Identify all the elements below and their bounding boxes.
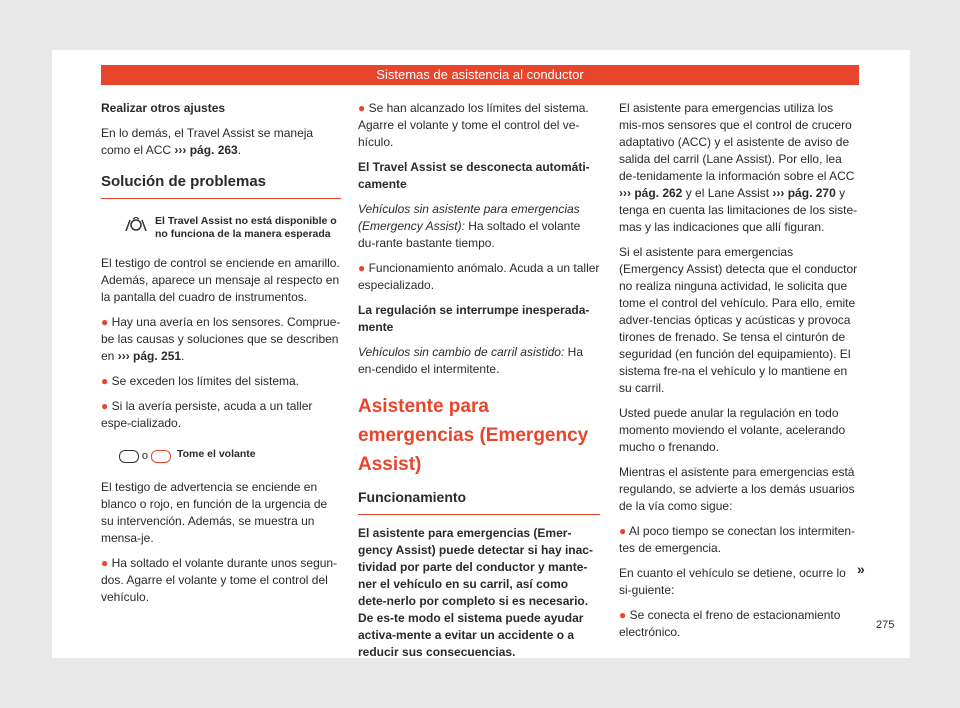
bullet-item: ● Si la avería persiste, acuda a un taller espe-cializado.: [101, 399, 313, 430]
subheading: La regulación se interrumpe inesperada-mente: [358, 303, 590, 334]
continue-icon: »: [857, 561, 865, 577]
heading-ajustes: Realizar otros ajustes: [101, 101, 226, 115]
paragraph: Mientras el asistente para emergencias está regulando, se advierte a los demás usuarios de la vía como sigue:: [619, 465, 855, 513]
ajustes-paragraph: En lo demás, el Travel Assist se maneja como el ACC ››› pág. 263.: [101, 126, 314, 157]
paragraph: El testigo de control se enciende en amarillo. Además, aparece un mensaje al respecto en la pantalla del cuadro de instrumentos.: [101, 256, 340, 304]
paragraph: Vehículos sin asistente para emergencias (Emergency Assist): Ha soltado el volante du-rante bastante tiempo.: [358, 202, 581, 250]
bullet-item: ● Hay una avería en los sensores. Comprue-be las causas y soluciones que se describen en ››› pág. 251.: [101, 315, 341, 363]
bullet-icon: ●: [358, 101, 366, 115]
paragraph: Si el asistente para emergencias (Emergency Assist) detecta que el conductor no realiza ninguna actividad, le solicita que tome el control del vehículo. Para ello, emite adver-tencias ópticas y acústicas y provoca tirones de frenado. Se tensa el cinturón de seguridad (en función del equipamiento). El sistema fre-na el vehículo y lo mantiene en su carril.: [619, 245, 858, 395]
paragraph: El testigo de advertencia se enciende en blanco o rojo, en función de la urgencia de su intervención. Además, se muestra un mensa-je.: [101, 480, 328, 545]
paragraph: Usted puede anular la regulación en todo momento moviendo el volante, acelerando mucho o frenando.: [619, 406, 846, 454]
bullet-icon: ●: [101, 315, 109, 329]
bullet-item: ● Funcionamiento anómalo. Acuda a un taller especializado.: [358, 261, 600, 292]
page-ref-link[interactable]: ››› pág. 262: [619, 186, 683, 200]
chapter-title: Asistente para emergencias (Emergency Assist): [358, 396, 589, 475]
bullet-icon: ●: [101, 399, 109, 413]
bullet-item: ● Se exceden los límites del sistema.: [101, 374, 300, 388]
column-3: [619, 100, 859, 649]
paragraph: El asistente para emergencias utiliza los mis-mos sensores que el control de crucero adaptativo (ACC) y el asistente de aviso de salida del carril (Lane Assist). Por ello, lea de-tenidamente la información sobre el ACC ››› pág. 262 y el Lane Assist ››› pág. 270 y tenga en cuenta las limitaciones de los siste-mas y las indicaciones que allí figuran.: [619, 101, 858, 234]
column-2: [358, 100, 600, 669]
paragraph: En cuanto el vehículo se detiene, ocurre lo si-guiente:: [619, 566, 846, 597]
page-ref-link[interactable]: ››› pág. 270: [772, 186, 836, 200]
page-ref-link[interactable]: ››› pág. 251: [117, 349, 182, 363]
intro-paragraph: El asistente para emergencias (Emer-gency Assist) puede detectar si hay inac-tividad por parte del conductor y mante-ner el vehículo en su carril, así como dete-nerlo por completo si es necesario. De es-te modo el sistema puede ayudar activa-mente a evitar un accidente o a reducir sus consecuencias.: [358, 526, 593, 659]
bullet-item: ● Al poco tiempo se conectan los intermiten-tes de emergencia.: [619, 524, 856, 555]
steering-red-icon: [151, 450, 171, 463]
column-1: [101, 100, 341, 614]
paragraph: Vehículos sin cambio de carril asistido: Ha en-cendido el intermitente.: [358, 345, 584, 376]
section-title: Solución de problemas: [101, 173, 341, 199]
page-header: Sistemas de asistencia al conductor: [101, 65, 859, 85]
bullet-icon: ●: [358, 261, 366, 275]
page-ref-link[interactable]: ››› pág. 263: [174, 143, 238, 157]
warning-take-wheel: o Tome el volante: [101, 446, 341, 465]
bullet-icon: ●: [619, 608, 627, 622]
bullet-item: ● Ha soltado el volante durante unos segun-dos. Agarre el volante y tome el control del vehículo.: [101, 556, 338, 604]
bullet-icon: ●: [619, 524, 627, 538]
bullet-item: ● Se conecta el freno de estacionamiento electrónico.: [619, 608, 841, 639]
warning-travel-assist: [101, 215, 341, 241]
warning-text: El Travel Assist no está disponible o no funciona de la manera esperada: [155, 215, 337, 240]
warning-text: Tome el volante: [177, 448, 256, 460]
bullet-icon: ●: [101, 374, 109, 388]
page-number: 275: [876, 619, 895, 631]
steering-warning-icon: [123, 217, 149, 233]
steering-white-icon: [119, 450, 139, 463]
subheading: El Travel Assist se desconecta automáti-camente: [358, 160, 590, 191]
bullet-item: ● Se han alcanzado los límites del sistema. Agarre el volante y tome el control del ve-hículo.: [358, 101, 589, 149]
section-title: Funcionamiento: [358, 489, 600, 515]
bullet-icon: ●: [101, 556, 109, 570]
